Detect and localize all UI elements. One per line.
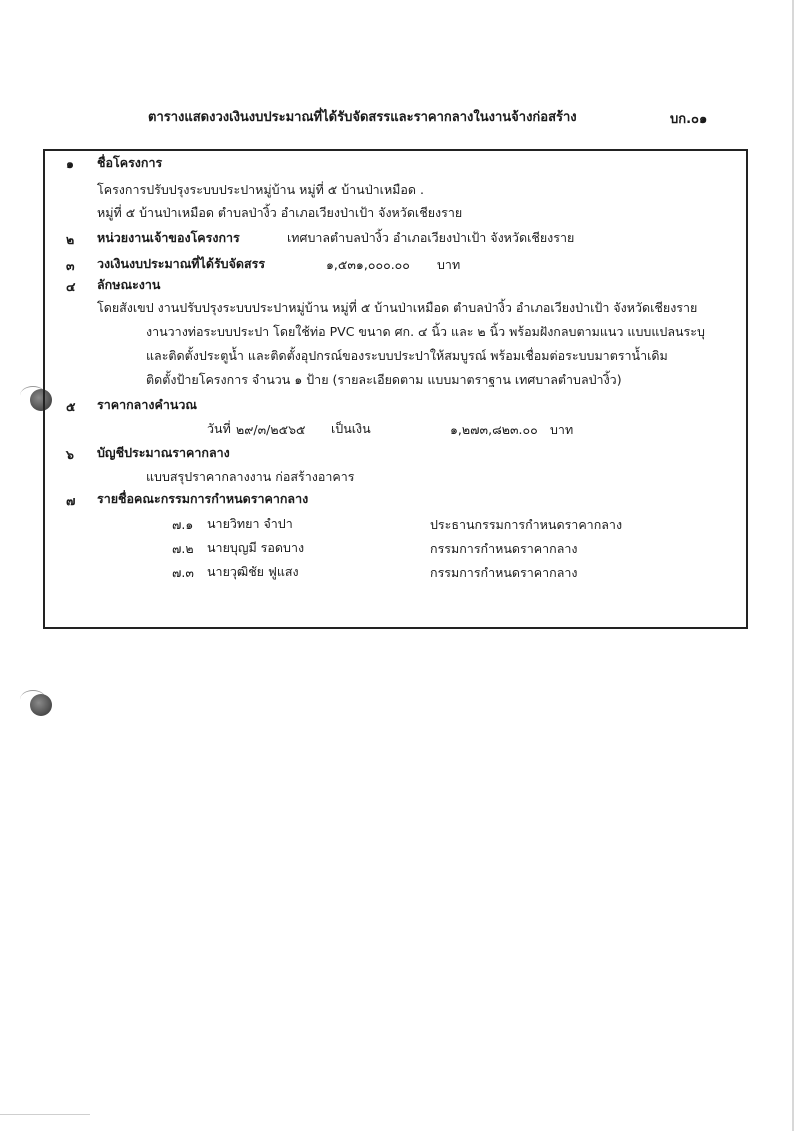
committee-member-role: ประธานกรรมการกำหนดราคากลาง [430,517,623,532]
project-name-line: โครงการปรับปรุงระบบประปาหมู่บ้าน หมู่ที่ ๕ บ้านป่าเหมือด . [97,182,424,197]
section-number: ๒ [66,232,75,247]
work-description-heading: ลักษณะงาน [97,277,161,292]
section-number: ๓ [66,258,75,273]
document-title: ตารางแสดงวงเงินงบประมาณที่ได้รับจัดสรรและราคากลางในงานจ้างก่อสร้าง [148,110,577,125]
committee-member-name: นายวิทยา จำปา [207,516,293,531]
form-code: บก.๐๑ [670,112,708,127]
committee-member-number: ๗.๑ [172,517,194,532]
price-estimate-value: แบบสรุปราคากลางงาน ก่อสร้างอาคาร [146,469,355,484]
budget-unit: บาท [437,257,461,272]
median-price-unit: บาท [550,422,574,437]
project-name-heading: ชื่อโครงการ [97,155,163,170]
work-description-line: โดยสังเขป งานปรับปรุงระบบประปาหมู่บ้าน หมู่ที่ ๕ บ้านป่าเหมือด ตำบลป่างิ้ว อำเภอเวียงป่าเป้า จังหวัดเชียงราย [97,300,698,315]
project-location-line: หมู่ที่ ๕ บ้านป่าเหมือด ตำบลป่างิ้ว อำเภอเวียงป่าเป้า จังหวัดเชียงราย [97,205,463,220]
work-description-line: และติดตั้งประตูน้ำ และติดตั้งอุปกรณ์ของระบบประปาให้สมบูรณ์ พร้อมเชื่อมต่อระบบมาตราน้ำเดิม [146,348,668,363]
median-price-heading: ราคากลางคำนวณ [97,397,198,412]
price-estimate-heading: บัญชีประมาณราคากลาง [97,445,230,460]
budget-amount: ๑,๕๓๑,๐๐๐.๐๐ [326,257,410,272]
work-description-line: ติดตั้งป้ายโครงการ จำนวน ๑ ป้าย (รายละเอียดตาม แบบมาตราฐาน เทศบาลตำบลป่างิ้ว) [146,372,622,387]
calculation-date: ๒๙/๓/๒๕๖๕ [236,422,306,437]
budget-heading: วงเงินงบประมาณที่ได้รับจัดสรร [97,256,266,271]
section-number: ๗ [66,493,76,508]
owner-agency-value: เทศบาลตำบลป่างิ้ว อำเภอเวียงป่าเป้า จังหวัดเชียงราย [287,230,575,245]
punch-hole [30,694,52,716]
section-number: ๕ [66,399,76,414]
committee-member-role: กรรมการกำหนดราคากลาง [430,565,578,580]
amount-label: เป็นเงิน [331,421,371,436]
page-edge-bottom [0,1114,90,1115]
committee-heading: รายชื่อคณะกรรมการกำหนดราคากลาง [97,491,309,506]
committee-member-number: ๗.๓ [172,565,194,580]
committee-member-name: นายวุฒิชัย ฟูแสง [207,564,299,579]
date-label: วันที่ [207,421,231,436]
median-price-amount: ๑,๒๗๓,๘๒๓.๐๐ [450,422,538,437]
owner-agency-heading: หน่วยงานเจ้าของโครงการ [97,230,240,245]
page-edge [792,0,794,1131]
section-number: ๔ [66,279,76,294]
section-number: ๖ [66,447,74,462]
committee-member-name: นายบุญมี รอดบาง [207,540,305,555]
committee-member-role: กรรมการกำหนดราคากลาง [430,541,578,556]
committee-member-number: ๗.๒ [172,541,194,556]
work-description-line: งานวางท่อระบบประปา โดยใช้ท่อ PVC ขนาด ศก. ๔ นิ้ว และ ๒ นิ้ว พร้อมฝังกลบตามแนว แบบแปลนระบุ [146,324,705,339]
section-number: ๑ [66,156,74,171]
